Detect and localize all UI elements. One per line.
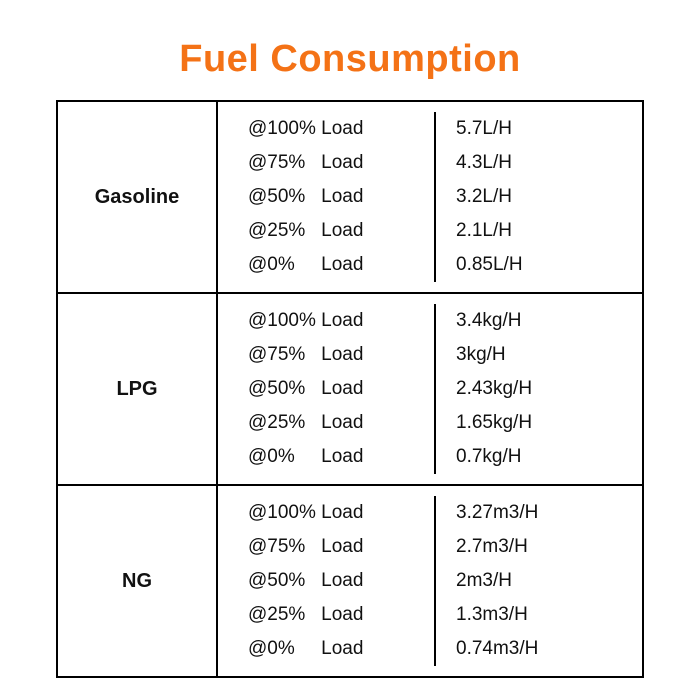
load-label: @0% Load	[248, 446, 364, 467]
table-row	[57, 101, 643, 293]
load-label: @100% Load	[248, 502, 364, 523]
fuel-rows-gasoline	[217, 101, 643, 293]
load-label: @0% Load	[248, 254, 364, 275]
value-column-ng	[436, 496, 642, 666]
consumption-value: 0.85L/H	[456, 254, 523, 275]
load-label: @25% Load	[248, 604, 364, 625]
consumption-value: 2.1L/H	[456, 220, 512, 241]
load-label: @50% Load	[248, 378, 364, 399]
table-row	[57, 293, 643, 485]
consumption-value: 1.65kg/H	[456, 412, 533, 433]
consumption-value: 2m3/H	[456, 570, 512, 591]
load-label: @100% Load	[248, 118, 364, 139]
load-label: @25% Load	[248, 412, 364, 433]
value-column-lpg	[436, 304, 642, 474]
fuel-rows-lpg	[217, 293, 643, 485]
consumption-value: 1.3m3/H	[456, 604, 528, 625]
page-title: Fuel Consumption	[179, 38, 521, 80]
fuel-name-ng: NG	[57, 485, 217, 677]
consumption-value: 3.27m3/H	[456, 502, 539, 523]
table-row	[57, 485, 643, 677]
load-label: @25% Load	[248, 220, 364, 241]
load-label: @75% Load	[248, 536, 364, 557]
load-label: @0% Load	[248, 638, 364, 659]
fuel-name-lpg: LPG	[57, 293, 217, 485]
consumption-value: 3.4kg/H	[456, 310, 522, 331]
load-label: @75% Load	[248, 152, 364, 173]
load-column-ng	[218, 496, 436, 666]
consumption-value: 3kg/H	[456, 344, 506, 365]
consumption-value: 0.74m3/H	[456, 638, 539, 659]
consumption-value: 3.2L/H	[456, 186, 512, 207]
consumption-value: 5.7L/H	[456, 118, 512, 139]
consumption-value: 0.7kg/H	[456, 446, 522, 467]
fuel-consumption-table	[56, 100, 644, 678]
load-label: @50% Load	[248, 570, 364, 591]
consumption-value: 2.43kg/H	[456, 378, 533, 399]
value-column-gasoline	[436, 112, 642, 282]
fuel-name-gasoline: Gasoline	[57, 101, 217, 293]
load-column-gasoline	[218, 112, 436, 282]
load-label: @75% Load	[248, 344, 364, 365]
fuel-consumption-table-wrap	[56, 100, 644, 678]
load-label: @50% Load	[248, 186, 364, 207]
load-label: @100% Load	[248, 310, 364, 331]
consumption-value: 4.3L/H	[456, 152, 512, 173]
consumption-value: 2.7m3/H	[456, 536, 528, 557]
fuel-rows-ng	[217, 485, 643, 677]
load-column-lpg	[218, 304, 436, 474]
